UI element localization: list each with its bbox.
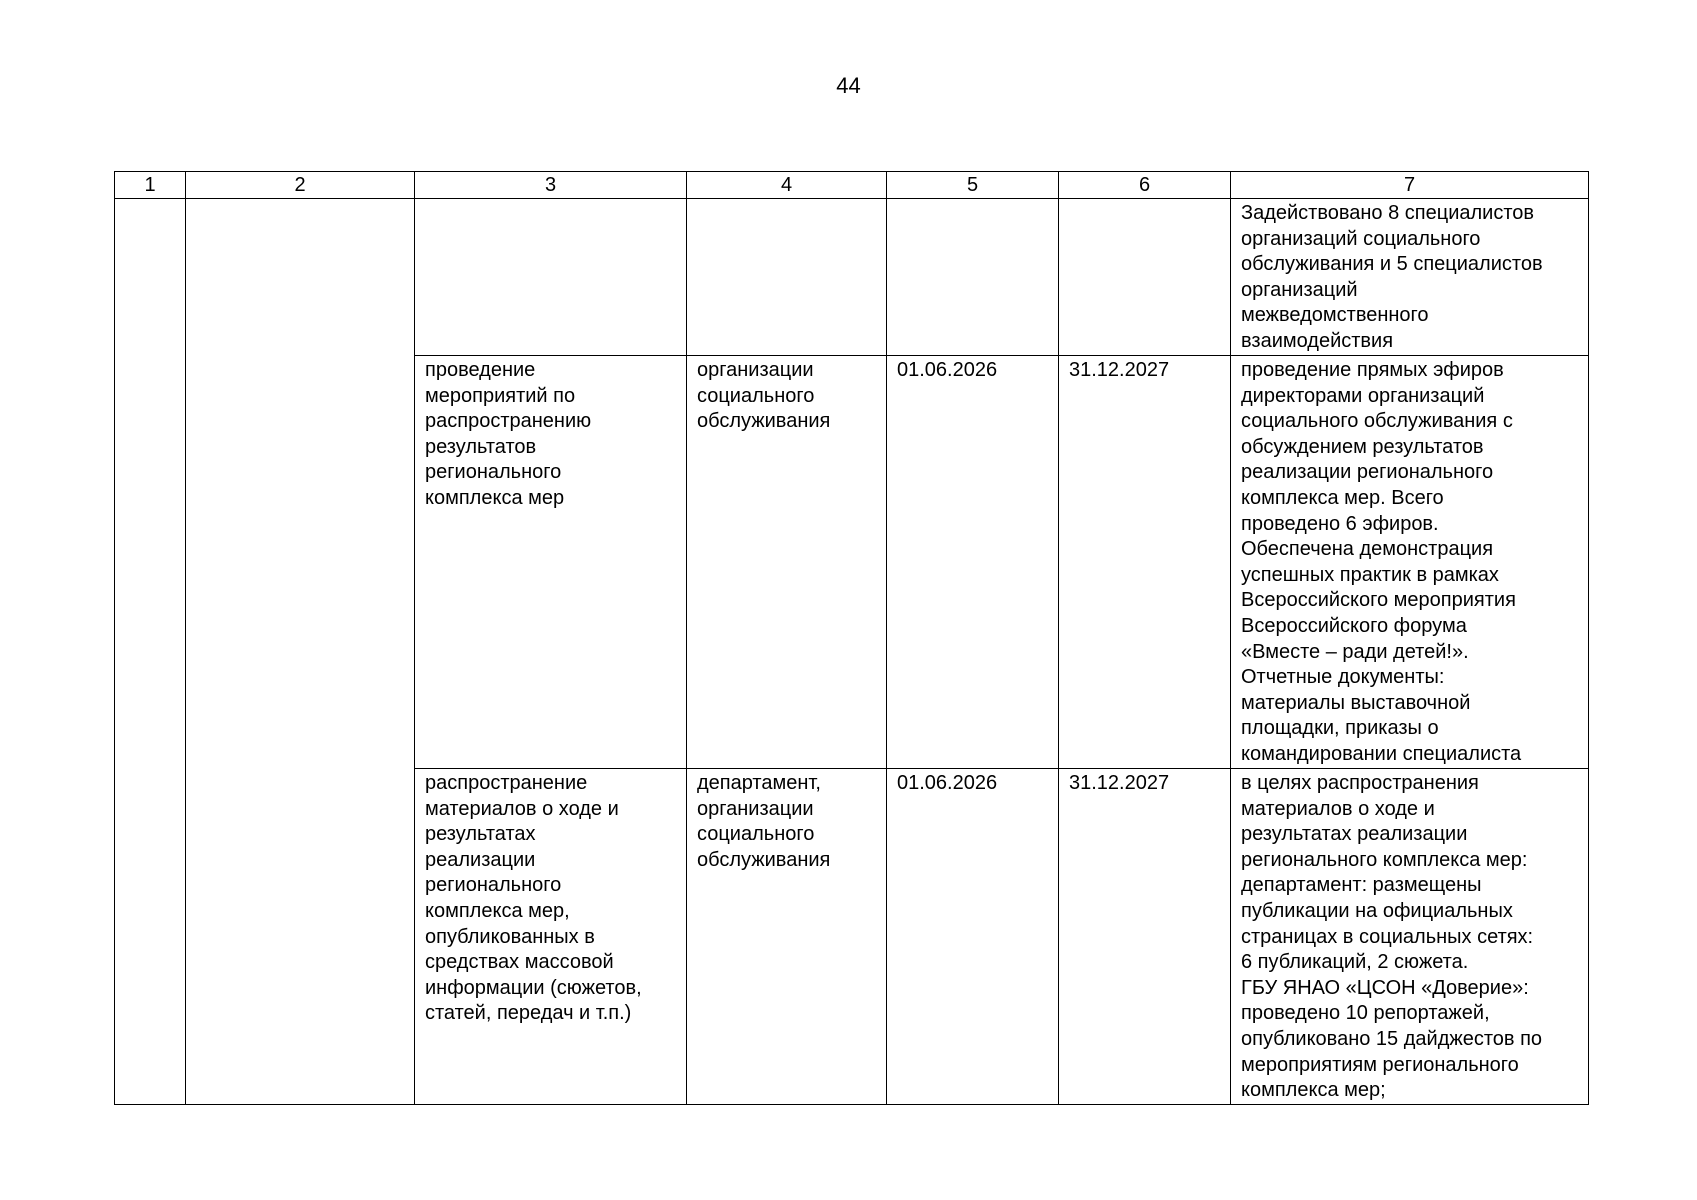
cell-activity [415, 199, 687, 356]
cell-activity: проведение мероприятий по распространению результатов регионального комплекса мер [415, 356, 687, 769]
page-number: 44 [836, 73, 861, 98]
cell-end-date [1059, 199, 1231, 356]
column-header-1: 1 [115, 172, 186, 199]
column-header-6: 6 [1059, 172, 1231, 199]
column-header-4: 4 [687, 172, 887, 199]
cell-responsible [687, 199, 887, 356]
column-header-2: 2 [186, 172, 415, 199]
column-header-7: 7 [1231, 172, 1589, 199]
cell-end-date: 31.12.2027 [1059, 769, 1231, 1105]
cell-start-date [887, 199, 1059, 356]
column-header-5: 5 [887, 172, 1059, 199]
cell-result: проведение прямых эфиров директорами организаций социального обслуживания с обсуждением результатов реализации регионального комплекса мер. Всего проведено 6 эфиров. Обеспечена демонстрация успешных практик в рамках Всероссийского мероприятия Всероссийского форума «Вместе – ради детей!». Отчетные документы: материалы выставочной площадки, приказы о командировании специалиста [1231, 356, 1589, 769]
cell-responsible: организации социального обслуживания [687, 356, 887, 769]
cell-result: в целях распространения материалов о ходе и результатах реализации регионального комплекса мер: департамент: размещены публикации на официальных страницах в социальных сетях: 6 публикаций, 2 сюжета. ГБУ ЯНАО «ЦСОН «Доверие»: проведено 10 репортажей, опубликовано 15 дайджестов по мероприятиям регионального комплекса мер; [1231, 769, 1589, 1105]
column-header-3: 3 [415, 172, 687, 199]
table-header-row [115, 172, 1589, 199]
cell-start-date: 01.06.2026 [887, 769, 1059, 1105]
cell-result: Задействовано 8 специалистов организаций социального обслуживания и 5 специалистов организаций межведомственного взаимодействия [1231, 199, 1589, 356]
cell-responsible: департамент, организации социального обслуживания [687, 769, 887, 1105]
measures-table [114, 171, 1589, 1105]
cell-start-date: 01.06.2026 [887, 356, 1059, 769]
cell-number [115, 199, 186, 1105]
cell-activity: распространение материалов о ходе и результатах реализации регионального комплекса мер, опубликованных в средствах массовой информации (сюжетов, статей, передач и т.п.) [415, 769, 687, 1105]
cell-end-date: 31.12.2027 [1059, 356, 1231, 769]
table-row [115, 199, 1589, 356]
cell-task [186, 199, 415, 1105]
